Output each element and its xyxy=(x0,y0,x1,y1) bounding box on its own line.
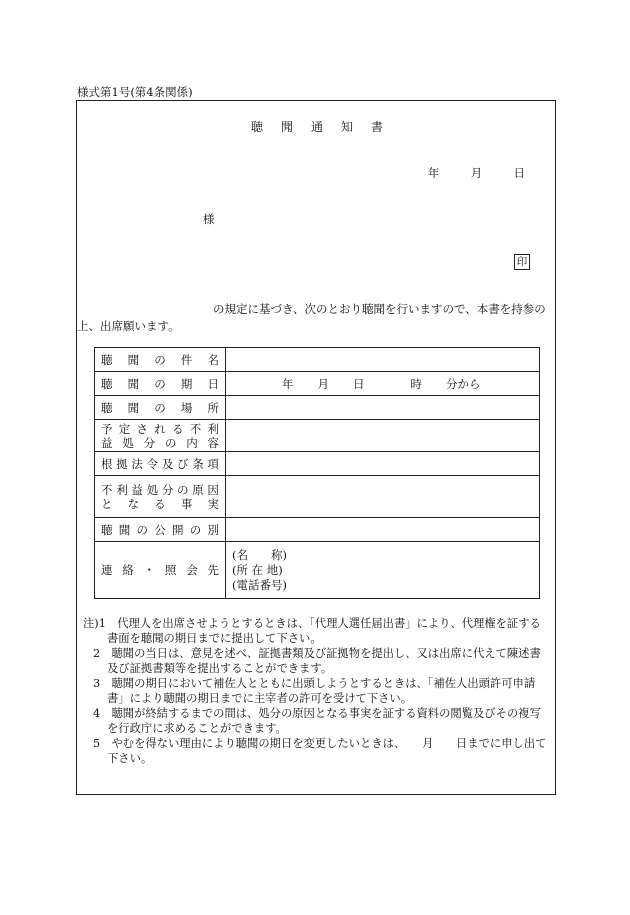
label-case-name: 聴 聞 の 件 名 xyxy=(101,352,219,367)
form-number-label: 様式第1号(第4条関係) xyxy=(77,85,193,99)
hearing-year: 年 xyxy=(282,376,294,391)
label-hearing-date: 聴 聞 の 期 日 xyxy=(101,376,219,391)
date-month: 月 xyxy=(470,166,483,180)
contact-name: (名 称) xyxy=(232,547,287,562)
hearing-info-table xyxy=(94,347,540,599)
hearing-hour: 時 xyxy=(410,376,422,391)
table-row xyxy=(95,452,540,476)
table-row xyxy=(95,420,540,452)
note-5: 5 やむを得ない理由により聴聞の期日を変更したいときは、 月 日までに申し出て下さい。 xyxy=(93,737,547,765)
notice-frame xyxy=(76,100,556,795)
addressee-suffix: 様 xyxy=(203,212,215,226)
label-contact: 連 絡 ・ 照 会 先 xyxy=(101,563,219,577)
label-planned-disposition-2: 益 処 分 の 内 容 xyxy=(101,435,219,450)
value-planned-disposition xyxy=(226,420,540,452)
date-day: 日 xyxy=(513,166,525,180)
seal-mark: 印 xyxy=(514,254,530,270)
note-1: 注)1 代理人を出席させようとするときは、「代理人選任届出書」により、代理権を証する書面を聴聞の期日までに提出して下さい。 xyxy=(83,617,541,645)
date-year: 年 xyxy=(427,166,440,180)
note-4: 4 聴聞が終結するまでの間は、処分の原因となる事実を証する資料の閲覧及びその複写を行政庁に求めることができます。 xyxy=(93,707,541,735)
value-contact xyxy=(226,542,540,599)
note-3: 3 聴聞の期日において補佐人とともに出頭しようとするときは、「補佐人出頭許可申請書」により聴聞の期日までに主宰者の許可を受けて下さい。 xyxy=(93,677,536,705)
value-public-or-not xyxy=(226,518,540,542)
table-row xyxy=(95,396,540,420)
intro-line-2: 上、出席願います。 xyxy=(77,319,180,333)
note-2: 2 聴聞の当日は、意見を述べ、証拠書類及び証拠物を提出し、又は出席に代えて陳述書及び証拠書類等を提出することができます。 xyxy=(93,647,541,675)
value-hearing-date xyxy=(226,372,540,396)
contact-phone: (電話番号) xyxy=(232,577,287,592)
intro-line-1: の規定に基づき、次のとおり聴聞を行いますので、本書を持参の xyxy=(213,302,546,316)
table-row xyxy=(95,542,540,599)
table-row xyxy=(95,348,540,372)
value-cause-facts xyxy=(226,476,540,518)
hearing-day: 日 xyxy=(353,376,365,391)
notes-section xyxy=(83,616,551,766)
label-planned-disposition-1: 予 定 さ れ る 不 利 xyxy=(101,421,219,436)
label-cause-facts-1: 不 利 益 処 分 の 原 因 xyxy=(101,482,219,497)
label-public-or-not: 聴 聞 の 公 開 の 別 xyxy=(101,522,219,537)
value-legal-basis xyxy=(226,452,540,476)
contact-address: (所 在 地) xyxy=(232,562,283,577)
label-hearing-place: 聴 聞 の 場 所 xyxy=(101,400,219,415)
hearing-minute: 分から xyxy=(446,376,481,391)
issue-date xyxy=(428,165,525,181)
label-legal-basis: 根 拠 法 令 及 び 条 項 xyxy=(101,456,219,471)
value-hearing-place xyxy=(226,396,540,420)
intro-text xyxy=(77,301,551,335)
document-title: 聴聞通知書 xyxy=(250,120,401,134)
table-row xyxy=(95,518,540,542)
value-case-name xyxy=(226,348,540,372)
table-row xyxy=(95,476,540,518)
table-row xyxy=(95,372,540,396)
hearing-month: 月 xyxy=(317,376,329,391)
label-cause-facts-2: と な る 事 実 xyxy=(101,496,219,511)
